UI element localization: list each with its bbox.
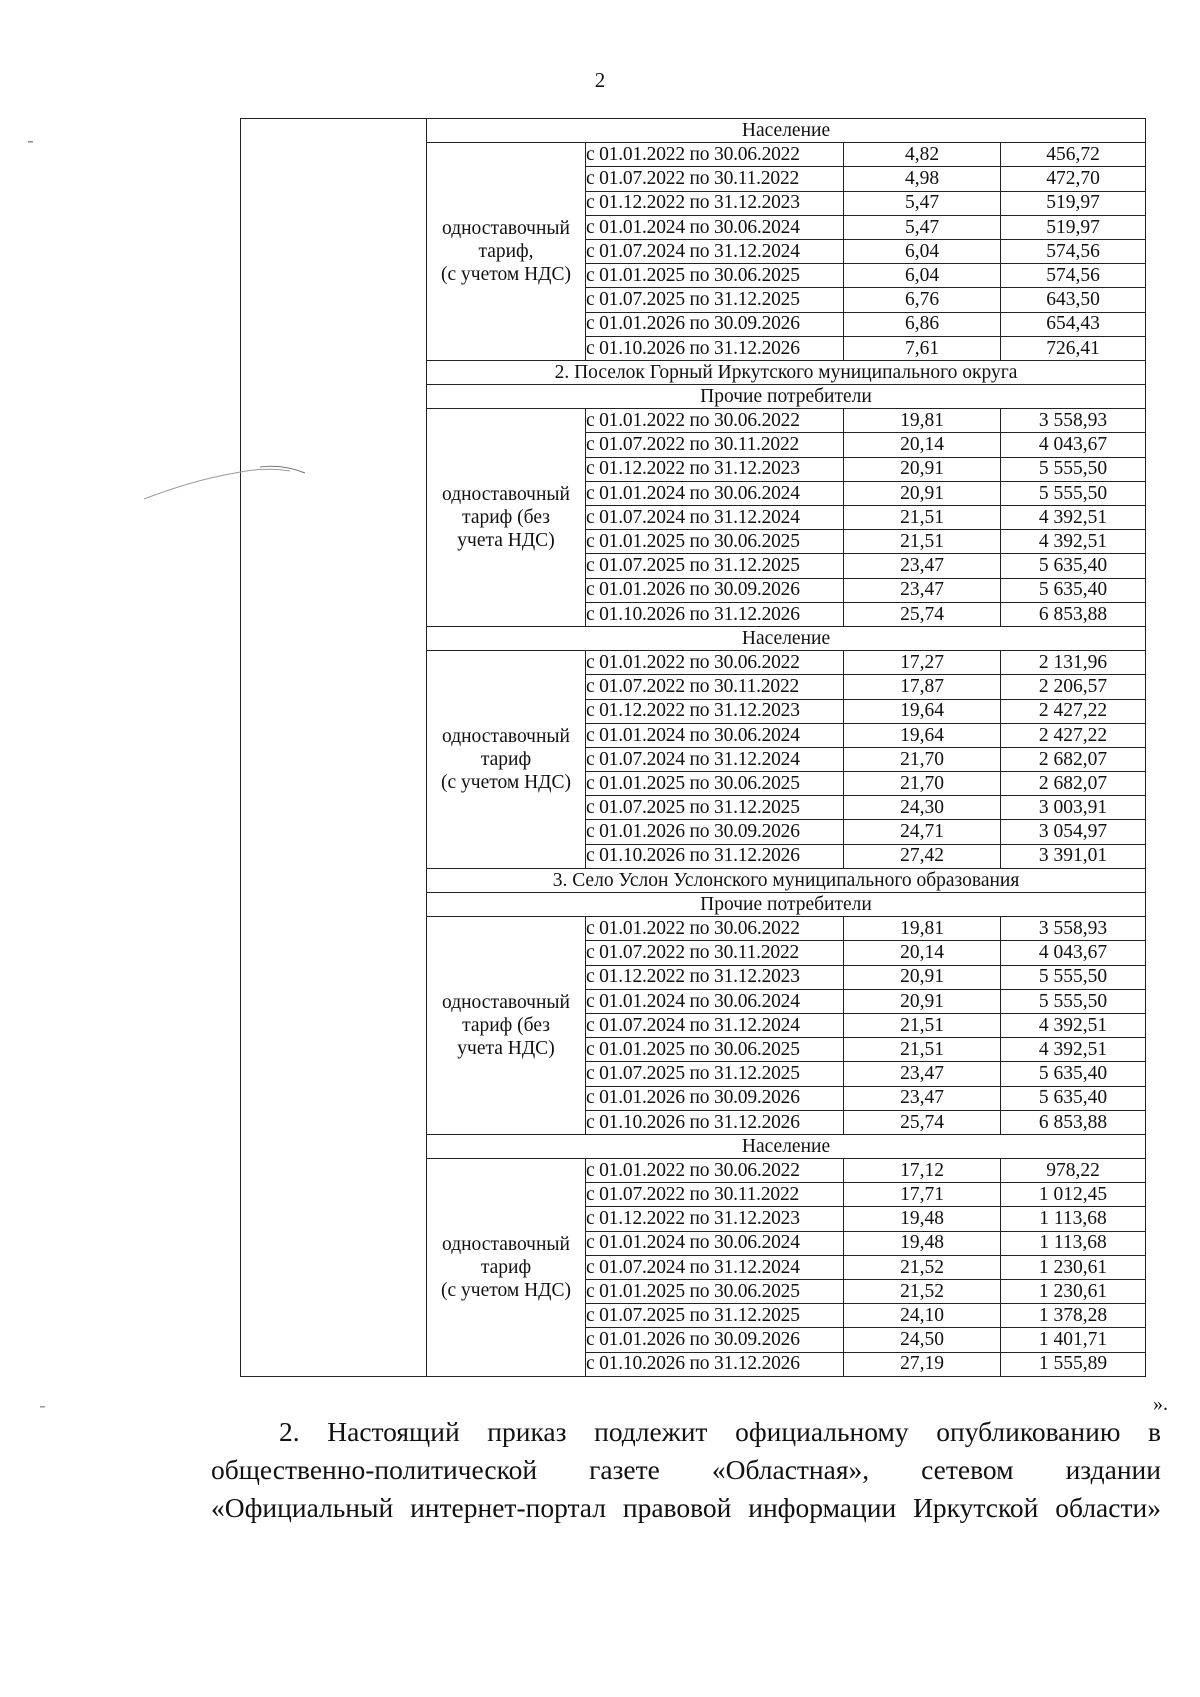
tariff-table [240, 118, 1146, 1377]
paragraph-word: опубликованию [936, 1416, 1121, 1447]
tariff-amount: 5 635,40 [1001, 554, 1146, 578]
tariff-amount: 5 555,50 [1001, 457, 1146, 481]
validity-period: с 01.07.2025 по 31.12.2025 [586, 1304, 844, 1328]
tariff-amount: 3 054,97 [1001, 820, 1146, 844]
paragraph-word: официальному [735, 1416, 909, 1447]
publication-paragraph [211, 1413, 1161, 1527]
validity-period: с 01.12.2022 по 31.12.2023 [586, 699, 844, 723]
validity-period: с 01.01.2026 по 30.09.2026 [586, 820, 844, 844]
paragraph-word: интернет-портал [410, 1492, 606, 1523]
scan-artifact-dot [40, 1405, 46, 1409]
tariff-rate: 7,61 [844, 336, 1001, 360]
validity-period: с 01.07.2022 по 30.11.2022 [586, 433, 844, 457]
section-title: 3. Село Услон Услонского муниципального образования [427, 868, 1146, 892]
tariff-rate: 24,71 [844, 820, 1001, 844]
tariff-rate: 23,47 [844, 578, 1001, 602]
validity-period: с 01.01.2026 по 30.09.2026 [586, 578, 844, 602]
paragraph-line-3 [211, 1489, 1161, 1527]
tariff-amount: 2 131,96 [1001, 651, 1146, 675]
validity-period: с 01.01.2024 по 30.06.2024 [586, 1231, 844, 1255]
paragraph-word: сетевом [921, 1454, 1014, 1485]
tariff-type-label-line: одноставочный [442, 1233, 570, 1255]
tariff-rate: 5,47 [844, 191, 1001, 215]
validity-period: с 01.07.2024 по 31.12.2024 [586, 747, 844, 771]
paragraph-word: приказ [487, 1416, 567, 1447]
validity-period: с 01.01.2026 по 30.09.2026 [586, 312, 844, 336]
validity-period: с 01.01.2025 по 30.06.2025 [586, 1038, 844, 1062]
validity-period: с 01.10.2026 по 31.12.2026 [586, 336, 844, 360]
tariff-amount: 574,56 [1001, 264, 1146, 288]
tariff-type-label-line: одноставочный [442, 484, 570, 506]
tariff-type-label-line: одноставочный [442, 992, 570, 1014]
tariff-type-label [427, 917, 586, 1135]
validity-period: с 01.07.2025 по 31.12.2025 [586, 1062, 844, 1086]
tariff-rate: 19,81 [844, 917, 1001, 941]
tariff-rate: 19,48 [844, 1231, 1001, 1255]
validity-period: с 01.07.2025 по 31.12.2025 [586, 796, 844, 820]
validity-period: с 01.07.2024 по 31.12.2024 [586, 506, 844, 530]
tariff-rate: 27,42 [844, 844, 1001, 868]
tariff-amount: 5 635,40 [1001, 1086, 1146, 1110]
tariff-rate: 5,47 [844, 215, 1001, 239]
paragraph-word: 2. [279, 1416, 300, 1447]
validity-period: с 01.01.2026 по 30.09.2026 [586, 1086, 844, 1110]
empty-left-column [241, 119, 427, 1377]
tariff-table-body [241, 119, 1146, 1377]
tariff-rate: 6,04 [844, 239, 1001, 263]
validity-period: с 01.01.2022 по 30.06.2022 [586, 1159, 844, 1183]
validity-period: с 01.12.2022 по 31.12.2023 [586, 1207, 844, 1231]
paragraph-word: «Областная», [711, 1454, 870, 1485]
validity-period: с 01.07.2025 по 31.12.2025 [586, 554, 844, 578]
paragraph-line-1 [211, 1413, 1161, 1451]
tariff-rate: 21,70 [844, 747, 1001, 771]
tariff-amount: 1 113,68 [1001, 1207, 1146, 1231]
closing-quote-mark: ». [1153, 1393, 1168, 1415]
tariff-amount: 978,22 [1001, 1159, 1146, 1183]
tariff-amount: 1 401,71 [1001, 1328, 1146, 1352]
paragraph-word: правовой [622, 1492, 732, 1523]
paragraph-word: информации [748, 1492, 897, 1523]
validity-period: с 01.07.2024 по 31.12.2024 [586, 239, 844, 263]
validity-period: с 01.10.2026 по 31.12.2026 [586, 602, 844, 626]
tariff-rate: 17,12 [844, 1159, 1001, 1183]
category-header-row [241, 119, 1146, 143]
tariff-rate: 23,47 [844, 554, 1001, 578]
validity-period: с 01.01.2022 по 30.06.2022 [586, 651, 844, 675]
tariff-amount: 3 558,93 [1001, 409, 1146, 433]
validity-period: с 01.10.2026 по 31.12.2026 [586, 1110, 844, 1134]
tariff-rate: 21,52 [844, 1280, 1001, 1304]
tariff-rate: 21,51 [844, 506, 1001, 530]
validity-period: с 01.01.2022 по 30.06.2022 [586, 143, 844, 167]
tariff-type-label-line: тариф [480, 1256, 532, 1278]
scan-artifact-mark [140, 455, 310, 505]
tariff-amount: 456,72 [1001, 143, 1146, 167]
tariff-type-label-line: тариф (без [462, 507, 550, 529]
tariff-amount: 5 635,40 [1001, 578, 1146, 602]
tariff-type-label-line: тариф (без [462, 1015, 550, 1037]
tariff-amount: 2 682,07 [1001, 772, 1146, 796]
tariff-rate: 25,74 [844, 602, 1001, 626]
tariff-amount: 574,56 [1001, 239, 1146, 263]
tariff-rate: 20,91 [844, 965, 1001, 989]
validity-period: с 01.07.2024 по 31.12.2024 [586, 1255, 844, 1279]
tariff-amount: 519,97 [1001, 191, 1146, 215]
tariff-rate: 27,19 [844, 1352, 1001, 1376]
tariff-amount: 1 230,61 [1001, 1280, 1146, 1304]
tariff-amount: 4 392,51 [1001, 530, 1146, 554]
validity-period: с 01.01.2024 по 30.06.2024 [586, 723, 844, 747]
tariff-amount: 519,97 [1001, 215, 1146, 239]
paragraph-word: подлежит [594, 1416, 708, 1447]
tariff-rate: 17,71 [844, 1183, 1001, 1207]
tariff-amount: 4 392,51 [1001, 1013, 1146, 1037]
paragraph-word: области» [1055, 1492, 1161, 1523]
tariff-rate: 19,64 [844, 723, 1001, 747]
tariff-type-label-line: (с учетом НДС) [441, 264, 571, 286]
section-title: 2. Поселок Горный Иркутского муниципального округа [427, 360, 1146, 384]
tariff-rate: 21,52 [844, 1255, 1001, 1279]
consumer-category-header: Прочие потребители [427, 893, 1146, 917]
validity-period: с 01.07.2024 по 31.12.2024 [586, 1013, 844, 1037]
validity-period: с 01.12.2022 по 31.12.2023 [586, 191, 844, 215]
tariff-rate: 23,47 [844, 1086, 1001, 1110]
tariff-amount: 4 043,67 [1001, 433, 1146, 457]
paragraph-word: «Официальный [211, 1492, 394, 1523]
tariff-rate: 20,14 [844, 941, 1001, 965]
tariff-amount: 2 427,22 [1001, 723, 1146, 747]
validity-period: с 01.12.2022 по 31.12.2023 [586, 457, 844, 481]
validity-period: с 01.01.2025 по 30.06.2025 [586, 772, 844, 796]
tariff-amount: 4 392,51 [1001, 506, 1146, 530]
tariff-type-label [427, 409, 586, 627]
tariff-amount: 5 635,40 [1001, 1062, 1146, 1086]
tariff-amount: 2 206,57 [1001, 675, 1146, 699]
tariff-amount: 1 378,28 [1001, 1304, 1146, 1328]
tariff-rate: 6,04 [844, 264, 1001, 288]
validity-period: с 01.10.2026 по 31.12.2026 [586, 844, 844, 868]
tariff-type-label-line: учета НДС) [457, 530, 555, 552]
tariff-amount: 472,70 [1001, 167, 1146, 191]
tariff-rate: 4,82 [844, 143, 1001, 167]
tariff-type-label-line: одноставочный [442, 218, 570, 240]
validity-period: с 01.01.2025 по 30.06.2025 [586, 530, 844, 554]
validity-period: с 01.01.2025 по 30.06.2025 [586, 264, 844, 288]
tariff-rate: 19,48 [844, 1207, 1001, 1231]
scan-artifact-dot [28, 140, 34, 144]
tariff-amount: 1 113,68 [1001, 1231, 1146, 1255]
validity-period: с 01.01.2024 по 30.06.2024 [586, 215, 844, 239]
validity-period: с 01.07.2022 по 30.11.2022 [586, 167, 844, 191]
tariff-rate: 25,74 [844, 1110, 1001, 1134]
tariff-rate: 19,64 [844, 699, 1001, 723]
validity-period: с 01.07.2022 по 30.11.2022 [586, 675, 844, 699]
tariff-amount: 3 391,01 [1001, 844, 1146, 868]
tariff-rate: 21,51 [844, 530, 1001, 554]
tariff-type-label [427, 1159, 586, 1377]
consumer-category-header: Население [427, 626, 1146, 650]
tariff-type-label-line: тариф, [478, 241, 534, 263]
tariff-amount: 3 003,91 [1001, 796, 1146, 820]
validity-period: с 01.07.2025 по 31.12.2025 [586, 288, 844, 312]
tariff-amount: 1 012,45 [1001, 1183, 1146, 1207]
tariff-amount: 643,50 [1001, 288, 1146, 312]
paragraph-word: издании [1065, 1454, 1161, 1485]
tariff-amount: 726,41 [1001, 336, 1146, 360]
validity-period: с 01.01.2025 по 30.06.2025 [586, 1280, 844, 1304]
paragraph-word: Настоящий [327, 1416, 460, 1447]
validity-period: с 01.12.2022 по 31.12.2023 [586, 965, 844, 989]
tariff-amount: 1 230,61 [1001, 1255, 1146, 1279]
tariff-amount: 2 682,07 [1001, 747, 1146, 771]
tariff-rate: 20,14 [844, 433, 1001, 457]
paragraph-word: в [1148, 1416, 1161, 1447]
tariff-rate: 21,51 [844, 1038, 1001, 1062]
consumer-category-header: Население [427, 1134, 1146, 1158]
validity-period: с 01.07.2022 по 30.11.2022 [586, 941, 844, 965]
tariff-rate: 20,91 [844, 457, 1001, 481]
validity-period: с 01.10.2026 по 31.12.2026 [586, 1352, 844, 1376]
tariff-type-label-line: (с учетом НДС) [441, 771, 571, 793]
tariff-amount: 4 043,67 [1001, 941, 1146, 965]
consumer-category-header: Прочие потребители [427, 385, 1146, 409]
tariff-rate: 20,91 [844, 481, 1001, 505]
tariff-rate: 21,51 [844, 1013, 1001, 1037]
validity-period: с 01.01.2024 по 30.06.2024 [586, 481, 844, 505]
page-number: 2 [594, 68, 606, 92]
paragraph-line-2 [211, 1451, 1161, 1489]
validity-period: с 01.01.2022 по 30.06.2022 [586, 409, 844, 433]
paragraph-word: газете [589, 1454, 660, 1485]
tariff-rate: 20,91 [844, 989, 1001, 1013]
tariff-amount: 6 853,88 [1001, 1110, 1146, 1134]
consumer-category-header: Население [427, 119, 1146, 143]
validity-period: с 01.01.2022 по 30.06.2022 [586, 917, 844, 941]
validity-period: с 01.01.2026 по 30.09.2026 [586, 1328, 844, 1352]
tariff-rate: 6,76 [844, 288, 1001, 312]
tariff-amount: 5 555,50 [1001, 989, 1146, 1013]
tariff-amount: 654,43 [1001, 312, 1146, 336]
tariff-rate: 24,30 [844, 796, 1001, 820]
tariff-rate: 4,98 [844, 167, 1001, 191]
tariff-amount: 4 392,51 [1001, 1038, 1146, 1062]
tariff-type-label-line: тариф [480, 748, 532, 770]
tariff-type-label-line: одноставочный [442, 725, 570, 747]
tariff-rate: 21,70 [844, 772, 1001, 796]
tariff-amount: 5 555,50 [1001, 481, 1146, 505]
tariff-rate: 24,50 [844, 1328, 1001, 1352]
tariff-amount: 3 558,93 [1001, 917, 1146, 941]
tariff-rate: 6,86 [844, 312, 1001, 336]
tariff-amount: 2 427,22 [1001, 699, 1146, 723]
tariff-type-label-line: учета НДС) [457, 1038, 555, 1060]
tariff-amount: 1 555,89 [1001, 1352, 1146, 1376]
paragraph-word: общественно-политической [211, 1454, 538, 1485]
tariff-rate: 23,47 [844, 1062, 1001, 1086]
validity-period: с 01.01.2024 по 30.06.2024 [586, 989, 844, 1013]
tariff-rate: 17,27 [844, 651, 1001, 675]
tariff-amount: 5 555,50 [1001, 965, 1146, 989]
validity-period: с 01.07.2022 по 30.11.2022 [586, 1183, 844, 1207]
tariff-rate: 17,87 [844, 675, 1001, 699]
tariff-type-label-line: (с учетом НДС) [441, 1279, 571, 1301]
tariff-rate: 24,10 [844, 1304, 1001, 1328]
tariff-type-label [427, 651, 586, 869]
paragraph-word: Иркутской [913, 1492, 1039, 1523]
tariff-rate: 19,81 [844, 409, 1001, 433]
tariff-amount: 6 853,88 [1001, 602, 1146, 626]
tariff-type-label [427, 143, 586, 361]
